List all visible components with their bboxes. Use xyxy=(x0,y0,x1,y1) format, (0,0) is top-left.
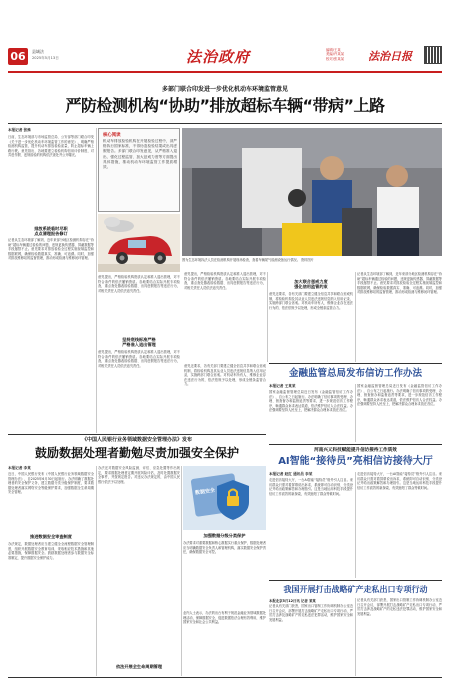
editor-line: 编辑/王某 xyxy=(326,48,341,52)
column-divider xyxy=(355,472,356,578)
henan-kicker: 河南兴义科技赋能提升信访接待工作质效 xyxy=(314,448,397,453)
lead-rule xyxy=(8,123,442,124)
inspection-photo xyxy=(182,128,442,256)
finance-reg-col4-body: 业内人士表示，办法的出台有利于规范金融业务领域数据处理活动，保障数据安全，促进数据依法合理有效利用，维护国家安全和社会公共利益。 xyxy=(183,611,266,625)
column-divider xyxy=(96,128,97,433)
henan-body-a: 走进信访接待大厅，一台AI智能“接待员”格外引人注目。来访群众只需对着屏幕说出诉求，系统即可自动识别、分类登记并给出政策解答和办理指引。这是当地运用科技手段提升信访工作质效的新探索，有效缩短了群众等候时间。 xyxy=(269,478,353,496)
lead-cont-body: 意见还要求，各有关部门要建立健全信息共享和联合惩戒机制，将检验机构及其从业人员违法违规信息纳入信用记录，实施跨部门联合惩戒。对机动车所有人、维修企业存在违法行为的，依法依规予以处理，形成全链条监管合力。 xyxy=(184,364,266,387)
lead-col1-body: 日前，生态环境部与市场监管总局、公安部等部门联合印发《关于进一步优化机动车环境监管工作的意见》，明确严格检测机构监管，提升机动车排放检验质量，防止超标车辆上路行驶。意见指出，各地要建立检验机构信用评价制度，对弄虚作假、违规检验的机构依法查处并公开曝光。 xyxy=(8,135,94,158)
lead-headline: 严防检测机构“协助”排放超标车辆“带病”上路 xyxy=(65,96,385,115)
finance-reg-headline: 鼓励数据处理者勤勉尽责加强安全保护 xyxy=(34,446,239,460)
lead-col3-subhead: 加大联合惩戒力度 强化信用监管约束 xyxy=(294,279,328,289)
lead-col3-body: 意见还要求，各有关部门要建立健全信息共享和联合惩戒机制，将检验机构及其从业人员违法违规信息纳入信用记录，实施跨部门联合惩戒。对机动车所有人、维修企业存在违法行为的，依法依规予以处理，形成全链条监管合力。 xyxy=(269,292,353,310)
finance-rule xyxy=(269,363,442,364)
lead-col3-body-a: 意见提出，严格检验机构资质认定和准入退出管理，对不符合条件的依法撤销资质。各地要结合实际开展专项检查，重点查处篡改检验数据、出具虚假报告等违法行为，对相关责任人员依法追究责任。 xyxy=(184,272,266,290)
core-reading-box xyxy=(98,128,180,212)
lead-col1-subhead: 排放系统临时尽职 点点清理报告修订 xyxy=(34,226,68,236)
lead-col4-body: 记者从生态环境部了解到，近年来部分地区检测机构存在“协助”超标车辆通过检验的问题，违规更换传感器、屏蔽数据等手段屡禁不止。意见要求对排放检验全过程实施视频监控和数据联网，确保检验数据真实、准确、可追溯。同时，加强对排放维修站的监督管理，推动形成检测与维修闭环管理。 xyxy=(357,272,442,295)
column-divider xyxy=(96,466,97,676)
photo-image xyxy=(182,128,442,256)
data-security-label: 数据安全 xyxy=(194,487,216,497)
henan-rule xyxy=(269,444,442,445)
finance-reg-col2-body: 办法还对数据安全风险监测、评估、应急处置等作出规定，要求数据处理者定期开展风险评估，及时处置数据安全事件，并按规定报告。对违反办法规定的，由中国人民银行依法予以处理。 xyxy=(98,466,180,484)
bottom-body-b: 记者从有关部门获悉，国家出口管制工作协调机制办公室近日召开会议，部署开展打击战略矿产走私出口专项行动，严厉打击涉及战略矿产的走私违法犯罪活动，维护国家安全和发展利益。 xyxy=(357,598,442,616)
car-icon xyxy=(98,214,180,272)
core-reading-title: 核心阅读 xyxy=(103,133,121,138)
page-label: 县域法 xyxy=(32,49,44,54)
finance-reg-col1-subhead: 推进数据安全审查制度 xyxy=(30,534,72,539)
column-divider xyxy=(267,272,268,362)
page-number-badge xyxy=(8,48,28,65)
qr-code xyxy=(424,46,442,64)
date-line: 2025年5月13日 xyxy=(32,56,59,60)
finance-body-b: 国家金融监督管理总局近日发布《金融监管信访工作办法》，自公布之日起施行。办法明确了信访事项的受理、办理、督查督办和监督追责等要求，进一步规范信访工作程序，畅通群众诉求表达渠道，依法维护信访人合法权益。办法强调要坚持人民至上，把解决群众合理诉求放在首位。 xyxy=(357,384,442,407)
finance-reg-rule xyxy=(8,434,266,435)
photo-caption: 图为生态环境执法人员在检测机构开展现场检查，查看车辆尾气检测设备运行情况。 资料图片 xyxy=(182,258,314,262)
lead-col2-subhead: 坚持底线标准严格 严格准入退出管理 xyxy=(122,337,156,347)
finance-reg-kicker: 《中国人民银行业务领域数据安全管理办法》发布 xyxy=(81,437,192,443)
finance-reg-col1-body: 近日，中国人民银行发布《中国人民银行业务领域数据安全管理办法》，自2025年6月30日起施行。办法明确了数据处理者的安全保护义务，建立数据分类分级保护制度，要求数据处理者落实网络安全等级保护要求，加强数据全生命周期安全管理。 xyxy=(8,472,94,495)
editor-lines xyxy=(326,48,366,61)
column-divider xyxy=(355,598,356,676)
bottom-body-a: 记者从有关部门获悉，国家出口管制工作协调机制办公室近日召开会议，部署开展打击战略矿产走私出口专项行动，严厉打击涉及战略矿产的走私违法犯罪活动，维护国家安全和发展利益。 xyxy=(269,604,353,622)
finance-byline: 本报记者 王某某 xyxy=(269,384,296,388)
core-reading-text: 机动车排放检验机构在开展检验过程中，须严格执行国家标准，不得伪造检验结果或出具虚假报告。多部门联合印发意见，从严格准入退出、强化过程监管、加大惩戒力度等方面提出具体措施，推动机动车环境监管工作提质增效。 xyxy=(103,139,177,170)
editor-line: 美编/许某某 xyxy=(326,52,345,57)
column-divider xyxy=(355,272,356,362)
finance-reg-byline: 本报记者 李某 xyxy=(8,466,31,470)
finance-headline: 金融监管总局发布信访工作办法 xyxy=(288,368,422,379)
column-divider xyxy=(355,384,356,442)
finance-body-a: 国家金融监督管理总局近日发布《金融监管信访工作办法》，自公布之日起施行。办法明确了信访事项的受理、办理、督查督办和监督追责等要求，进一步规范信访工作程序，畅通群众诉求表达渠道，依法维护信访人合法权益。办法强调要坚持人民至上，把解决群众合理诉求放在首位。 xyxy=(269,390,353,413)
masthead-rule xyxy=(8,71,442,73)
data-security-illustration xyxy=(183,466,266,530)
bottom-headline: 我国开展打击战略矿产走私出口专项行动 xyxy=(283,585,428,594)
finance-reg-col3-body: 办法要求对重要数据和核心数据实行重点保护，数据处理者应当明确数据安全负责人和管理机构，落实数据安全保护责任，确保数据安全可控。 xyxy=(183,541,266,555)
page-bottom-rule xyxy=(8,677,442,678)
paper-name: 法治日报 xyxy=(368,50,412,63)
lead-cont-body2: 意见提出，严格检验机构资质认定和准入退出管理，对不符合条件的依法撤销资质。各地要结合实际开展专项检查，重点查处篡改检验数据、出具虚假报告等违法行为，对相关责任人员依法追究责任。 xyxy=(98,350,180,368)
lead-byline: 本报记者 张维 xyxy=(8,128,31,132)
car-illustration xyxy=(98,214,180,272)
bottom-byline: 本报北京5月12日讯 记者 某某 xyxy=(269,599,316,603)
finance-reg-col4-subhead: 依法开展全生命周期管理 xyxy=(115,664,163,669)
lead-kicker: 多部门联合印发进一步优化机动车环境监管意见 xyxy=(161,86,288,93)
lead-col2-body: 意见提出，严格检验机构资质认定和准入退出管理，对不符合条件的依法撤销资质。各地要结合实际开展专项检查，重点查处篡改检验数据、出具虚假报告等违法行为，对相关责任人员依法追究责任。 xyxy=(98,275,180,293)
shield-icon xyxy=(183,466,266,530)
finance-reg-col1-body2: 办法规定，数据处理者应当建立健全全流程数据安全管理制度，组织开展数据安全教育培训，采取相应技术措施和其他必要措施，保障数据安全。鼓励数据处理者参与数据安全标准制定，提升数据安全保护能力。 xyxy=(8,542,94,560)
page-number: 06 xyxy=(10,50,26,63)
bottom-rule xyxy=(269,580,442,581)
lead-col1-body2: 记者从生态环境部了解到，近年来部分地区检测机构存在“协助”超标车辆通过检验的问题，违规更换传感器、屏蔽数据等手段屡禁不止。意见要求对排放检验全过程实施视频监控和数据联网，确保检验数据真实、准确、可追溯。同时，加强对排放维修站的监督管理，推动形成检测与维修闭环管理。 xyxy=(8,238,94,261)
masthead xyxy=(8,44,442,72)
henan-byline: 本报记者 赵红 通讯员 李某 xyxy=(269,472,313,476)
editor-line: 校对/张某某 xyxy=(326,56,345,61)
section-title: 法治政府 xyxy=(186,48,251,66)
column-divider xyxy=(181,466,182,676)
henan-headline: AI智能“接待员”亮相信访接待大厅 xyxy=(278,456,433,467)
henan-body-b: 走进信访接待大厅，一台AI智能“接待员”格外引人注目。来访群众只需对着屏幕说出诉求，系统即可自动识别、分类登记并给出政策解答和办理指引。这是当地运用科技手段提升信访工作质效的新探索，有效缩短了群众等候时间。 xyxy=(357,472,442,490)
finance-reg-col3-subhead: 加强数据分级分类保护 xyxy=(203,533,246,538)
